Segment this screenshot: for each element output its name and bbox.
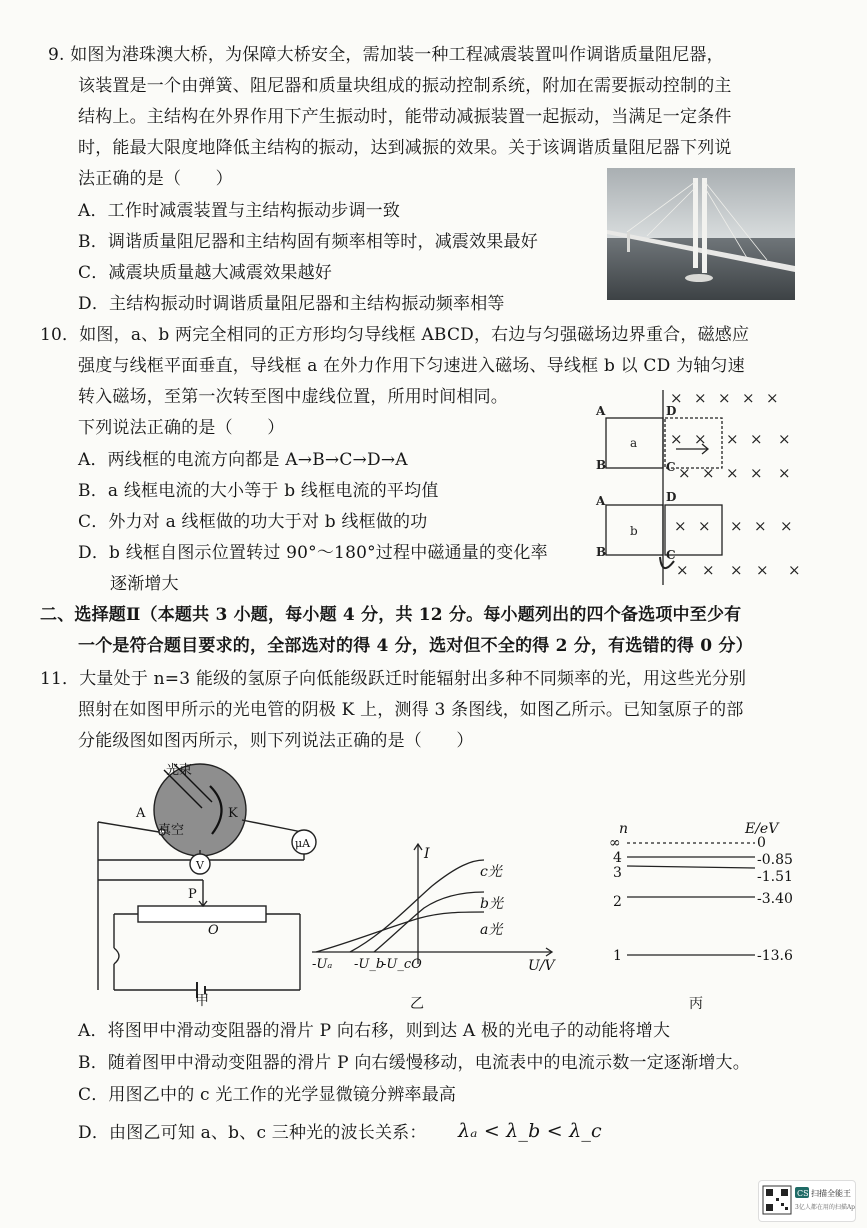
q9-line-1: 9. 如图为港珠澳大桥，为保障大桥安全，需加装一种工程减震装置叫作调谐质量阻尼器， (48, 45, 724, 65)
svg-text:×: × (750, 464, 763, 482)
bridge-photo (607, 168, 795, 300)
q10-line-2: 强度与线框平面垂直，导线框 a 在外力作用下匀速进入磁场、导线框 b 以 CD 为轴匀速 (78, 356, 745, 376)
svg-text:×: × (754, 517, 767, 535)
fig-bing-level-n: 2 (613, 894, 622, 910)
svg-text:×: × (778, 464, 791, 482)
q10-label-a1: A (596, 404, 606, 418)
fig-bing-n-header: n (619, 821, 629, 837)
svg-text:×: × (778, 430, 791, 448)
q10-line-1: 10．如图，a、b 两完全相同的正方形均匀导线框 ABCD，右边与匀强磁场边界重合，磁感应 (40, 325, 750, 345)
q9-option-b: B．调谐质量阻尼器和主结构固有频率相等时，减震效果最好 (78, 232, 538, 252)
fig-jia-anode-label: A (136, 806, 146, 821)
svg-text:×: × (670, 389, 683, 407)
q10-figure (590, 385, 815, 590)
fig-jia-slider-label: P (188, 887, 197, 902)
fig-jia-beam-label: 光束 (166, 763, 193, 778)
q10-line-4: 下列说法正确的是（ ） (78, 418, 285, 438)
section2-line-2: 一个是符合题目要求的，全部选对的得 4 分，选对但不全的得 2 分，有选错的得 0 分） (78, 636, 753, 656)
svg-text:×: × (676, 561, 689, 579)
svg-text:×: × (726, 464, 739, 482)
fig-bing-level-n: ∞ (609, 835, 621, 851)
fig-bing-level-e: -13.6 (757, 948, 793, 964)
fig-yi-ub-label: -U_b (354, 957, 385, 972)
fig-bing-caption: 丙 (689, 996, 703, 1012)
cs-logo: CS (797, 1189, 809, 1198)
q11-option-b: B．随着图甲中滑动变阻器的滑片 P 向右缓慢移动，电流表中的电流示数一定逐渐增大。 (78, 1053, 750, 1073)
fig-bing-level-n: 1 (613, 948, 622, 964)
fig-yi-c-light: c光 (480, 864, 502, 880)
fig-bing-level-n: 3 (613, 865, 622, 881)
q11-line-3: 分能级图如图丙所示，则下列说法正确的是（ ） (78, 731, 474, 751)
q9-option-a: A．工作时减震装置与主结构振动步调一致 (78, 201, 401, 221)
fig-jia-vacuum-label: 真空 (158, 823, 185, 838)
svg-text:×: × (718, 389, 731, 407)
fig-jia-caption: 甲 (195, 993, 209, 1009)
fig-jia-o-label: O (208, 923, 219, 938)
fig-yi-ua-label: -Uₐ (312, 957, 333, 972)
fig-yi-iv-curves (312, 840, 564, 1015)
q10-label-c1: C (666, 460, 676, 474)
fig-bing-level-n: 4 (613, 850, 622, 866)
fig-bing-energy-levels (605, 815, 815, 1015)
fig-jia-phototube-circuit (92, 760, 324, 1010)
q11-option-a: A．将图甲中滑动变阻器的滑片 P 向右移，则到达 A 极的光电子的动能将增大 (78, 1021, 671, 1041)
q10-label-b2: B (596, 545, 607, 559)
q10-label-c2: C (666, 548, 676, 562)
fig-jia-microammeter-label: μA (295, 837, 311, 850)
q10-frame-b: b (630, 524, 638, 538)
svg-text:×: × (730, 517, 743, 535)
q10-frame-a: a (630, 436, 638, 450)
svg-text:×: × (750, 430, 763, 448)
fig-bing-level-e: -1.51 (757, 869, 793, 885)
fig-bing-level-e: -0.85 (757, 852, 793, 868)
q10-line-3: 转入磁场，至第一次转至图中虚线位置，所用时间相同。 (78, 387, 508, 407)
svg-text:×: × (678, 464, 691, 482)
q11-option-d-formula: λₐ < λ_b < λ_c (458, 1120, 602, 1142)
svg-text:×: × (766, 389, 779, 407)
q9-line-2: 该装置是一个由弹簧、阻尼器和质量块组成的振动控制系统，附加在需要振动控制的主 (78, 76, 732, 96)
svg-text:×: × (702, 464, 715, 482)
svg-text:×: × (726, 430, 739, 448)
fig-bing-level-e: -3.40 (757, 891, 793, 907)
fig-yi-uc-label: -U_cO (382, 957, 422, 972)
q10-label-b1: B (596, 458, 607, 472)
svg-text:×: × (788, 561, 801, 579)
svg-text:×: × (670, 430, 683, 448)
q10-option-d-cont: 逐渐增大 (110, 574, 179, 594)
q10-option-c: C．外力对 a 线框做的功大于对 b 线框做的功 (78, 512, 428, 532)
svg-text:×: × (694, 389, 707, 407)
fig-bing-level-e: 0 (757, 835, 766, 851)
q10-label-d2: D (666, 490, 677, 504)
q10-label-a2: A (596, 494, 606, 508)
scanner-watermark (758, 1180, 856, 1222)
fig-yi-caption: 乙 (410, 996, 424, 1012)
svg-text:×: × (730, 561, 743, 579)
svg-text:×: × (756, 561, 769, 579)
svg-text:×: × (694, 430, 707, 448)
svg-text:×: × (674, 517, 687, 535)
fig-yi-b-light: b光 (480, 896, 503, 912)
svg-text:×: × (702, 561, 715, 579)
q9-line-4: 时，能最大限度地降低主结构的振动，达到减振的效果。关于该调谐质量阻尼器下列说 (78, 138, 732, 158)
watermark-subtitle: 3亿人都在用的扫描App (795, 1204, 855, 1211)
q10-label-d1: D (666, 404, 677, 418)
q11-line-1: 11．大量处于 n=3 能级的氢原子向低能级跃迁时能辐射出多种不同频率的光，用这些光分别 (40, 669, 747, 689)
q11-option-d: D．由图乙可知 a、b、c 三种光的波长关系： (78, 1123, 427, 1143)
q10-option-a: A．两线框的电流方向都是 A→B→C→D→A (78, 450, 408, 470)
q9-line-5: 法正确的是（ ） (78, 169, 233, 189)
magnetic-field-x-marks (670, 389, 801, 579)
q11-option-c: C．用图乙中的 c 光工作的光学显微镜分辨率最高 (78, 1085, 457, 1105)
q9-line-3: 结构上。主结构在外界作用下产生振动时，能带动减振装置一起振动，当满足一定条件 (78, 107, 732, 127)
watermark-title: 扫描全能王 (811, 1189, 851, 1198)
fig-bing-e-header: E/eV (745, 821, 779, 837)
q10-option-d: D．b 线框自图示位置转过 90°～180°过程中磁通量的变化率 (78, 543, 548, 563)
svg-text:×: × (742, 389, 755, 407)
fig-jia-cathode-label: K (228, 806, 238, 821)
fig-yi-u-label: U/V (528, 958, 555, 974)
q11-line-2: 照射在如图甲所示的光电管的阴极 K 上，测得 3 条图线，如图乙所示。已知氢原子的部 (78, 700, 744, 720)
fig-yi-i-label: I (424, 846, 430, 862)
fig-yi-a-light: a光 (480, 922, 503, 938)
q10-option-b: B．a 线框电流的大小等于 b 线框电流的平均值 (78, 481, 439, 501)
q9-option-c: C．减震块质量越大减震效果越好 (78, 263, 333, 283)
q9-option-d: D．主结构振动时调谐质量阻尼器和主结构振动频率相等 (78, 294, 505, 314)
fig-jia-voltmeter-label: V (196, 859, 204, 872)
svg-text:×: × (698, 517, 711, 535)
svg-text:×: × (780, 517, 793, 535)
section2-line-1: 二、选择题Ⅱ（本题共 3 小题，每小题 4 分，共 12 分。每小题列出的四个备选项中至少有 (40, 605, 742, 625)
